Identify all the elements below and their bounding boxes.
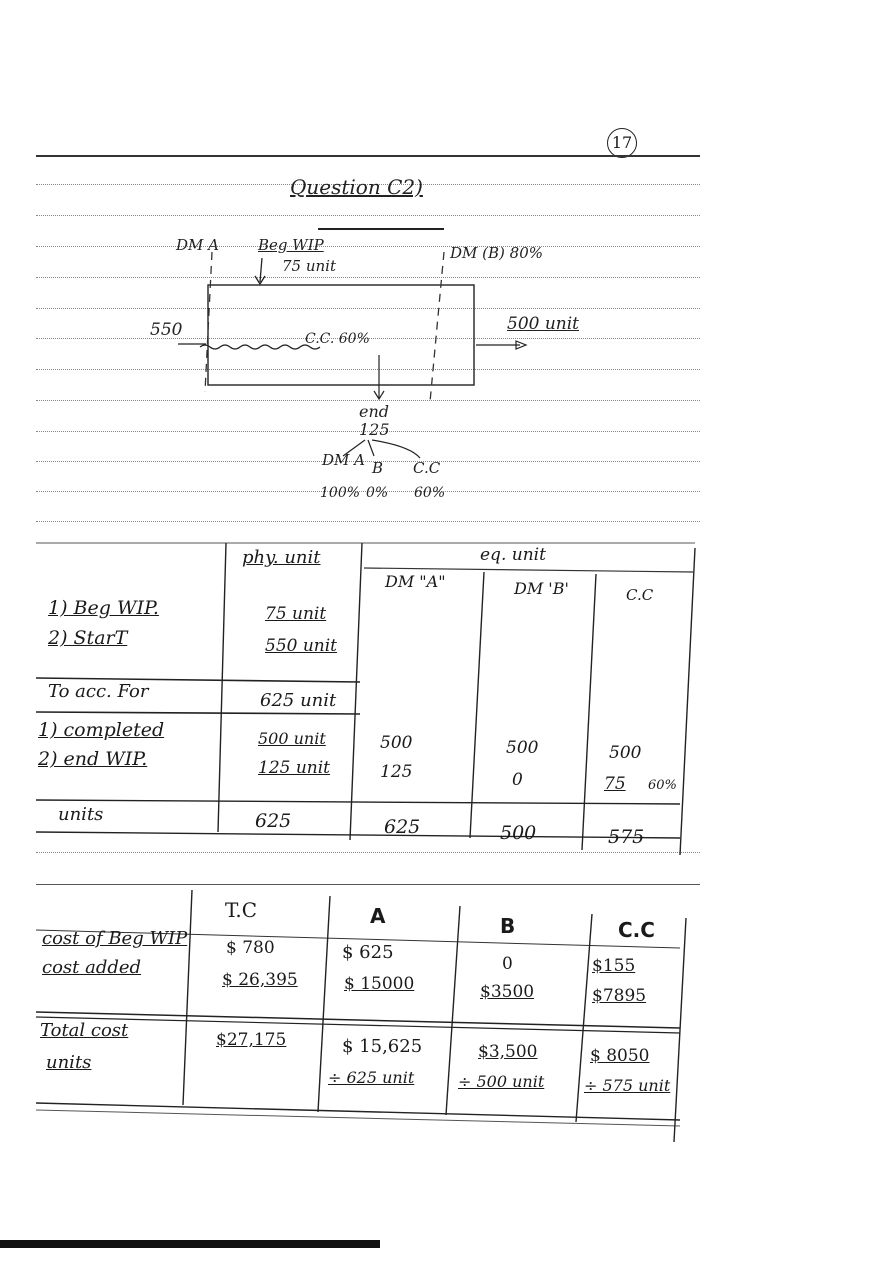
cost-row-cc: $ 8050 (590, 1046, 650, 1066)
diagram-cc: C.C. 60% (305, 331, 370, 347)
cost-row-b: ÷ 500 unit (458, 1072, 545, 1091)
units-col-eq: eq. unit (480, 545, 546, 565)
units-row-label: 2) end WIP. (38, 748, 148, 770)
units-row-label: 1) completed (38, 719, 165, 741)
units-row-a: 125 (380, 762, 413, 782)
units-row-phy: 125 unit (258, 758, 331, 778)
diagram-end-dm-a-pct: 100% (320, 485, 361, 501)
diagram-end-cc: C.C (413, 459, 441, 477)
units-row-cc: 575 (608, 826, 645, 848)
cost-row-a: $ 15000 (344, 974, 415, 994)
cost-row-label: cost added (42, 957, 142, 978)
cost-row-cc: $7895 (592, 986, 647, 1006)
diagram-end-units: 125 (359, 420, 390, 439)
units-row-label: units (58, 804, 104, 825)
cost-row-a: $ 15,625 (342, 1036, 423, 1057)
units-row-phy: 625 unit (260, 690, 337, 711)
cost-row-a: $ 625 (342, 942, 394, 963)
units-col-phy: phy. unit (242, 547, 321, 568)
cost-row-cc: ÷ 575 unit (584, 1076, 671, 1095)
units-row-label: 1) Beg WIP. (48, 597, 159, 619)
diagram-dm-b: DM (B) 80% (450, 244, 543, 262)
cost-row-tc: $ 780 (226, 938, 275, 958)
units-row-b: 500 (506, 738, 539, 758)
cost-row-label: units (46, 1052, 92, 1073)
units-row-cc: 75 (604, 774, 626, 794)
diagram-end-dm-a: DM A (322, 451, 365, 469)
cost-row-a: ÷ 625 unit (328, 1068, 415, 1087)
cost-row-label: cost of Beg WIP (42, 928, 188, 949)
cost-row-b: 0 (502, 954, 513, 974)
units-row-cc: 500 (609, 743, 642, 763)
units-row-phy: 75 unit (265, 604, 327, 624)
units-row-phy: 500 unit (258, 729, 326, 748)
diagram-end-cc-pct: 60% (414, 485, 446, 501)
diagram-dm-a: DM A (176, 236, 219, 254)
cost-row-b: $3,500 (478, 1042, 538, 1062)
units-row-a: 500 (380, 733, 413, 753)
units-col-dm-b: DM 'B' (514, 579, 569, 598)
cost-row-cc: $155 (592, 956, 636, 976)
page-title: Question C2) (290, 175, 423, 199)
units-row-a: 625 (384, 816, 421, 838)
cost-row-label: Total cost (40, 1020, 129, 1041)
cost-row-b: $3500 (480, 982, 535, 1002)
diagram-out-units: 500 unit (507, 314, 580, 334)
units-row-phy: 550 unit (265, 636, 338, 656)
units-row-phy: 625 (255, 810, 292, 832)
cost-col-b: B (500, 914, 516, 938)
units-row-cc-note: 60% (648, 778, 677, 793)
diagram-started: 550 (150, 320, 183, 340)
units-col-dm-a: DM "A" (385, 572, 446, 591)
cost-col-tc: T.C (225, 898, 258, 922)
cost-col-a: A (370, 904, 386, 928)
diagram-beg-wip-units: 75 unit (282, 257, 337, 275)
diagram-beg-wip-label: Beg WIP (258, 236, 324, 254)
units-row-b: 500 (500, 822, 537, 844)
units-row-label: To acc. For (48, 681, 149, 702)
diagram-end-label: end (359, 402, 390, 421)
diagram-end-b-pct: 0% (366, 485, 389, 501)
units-col-cc: C.C (626, 586, 654, 604)
cost-row-tc: $ 26,395 (222, 970, 298, 990)
units-row-label: 2) StarT (48, 627, 128, 649)
units-row-b: 0 (512, 770, 523, 790)
cost-col-cc: C.C (618, 918, 655, 942)
scan-edge-bar (0, 1240, 380, 1248)
diagram-end-b: B (372, 459, 384, 477)
cost-row-tc: $27,175 (216, 1030, 287, 1050)
page-number: 17 (607, 128, 637, 158)
